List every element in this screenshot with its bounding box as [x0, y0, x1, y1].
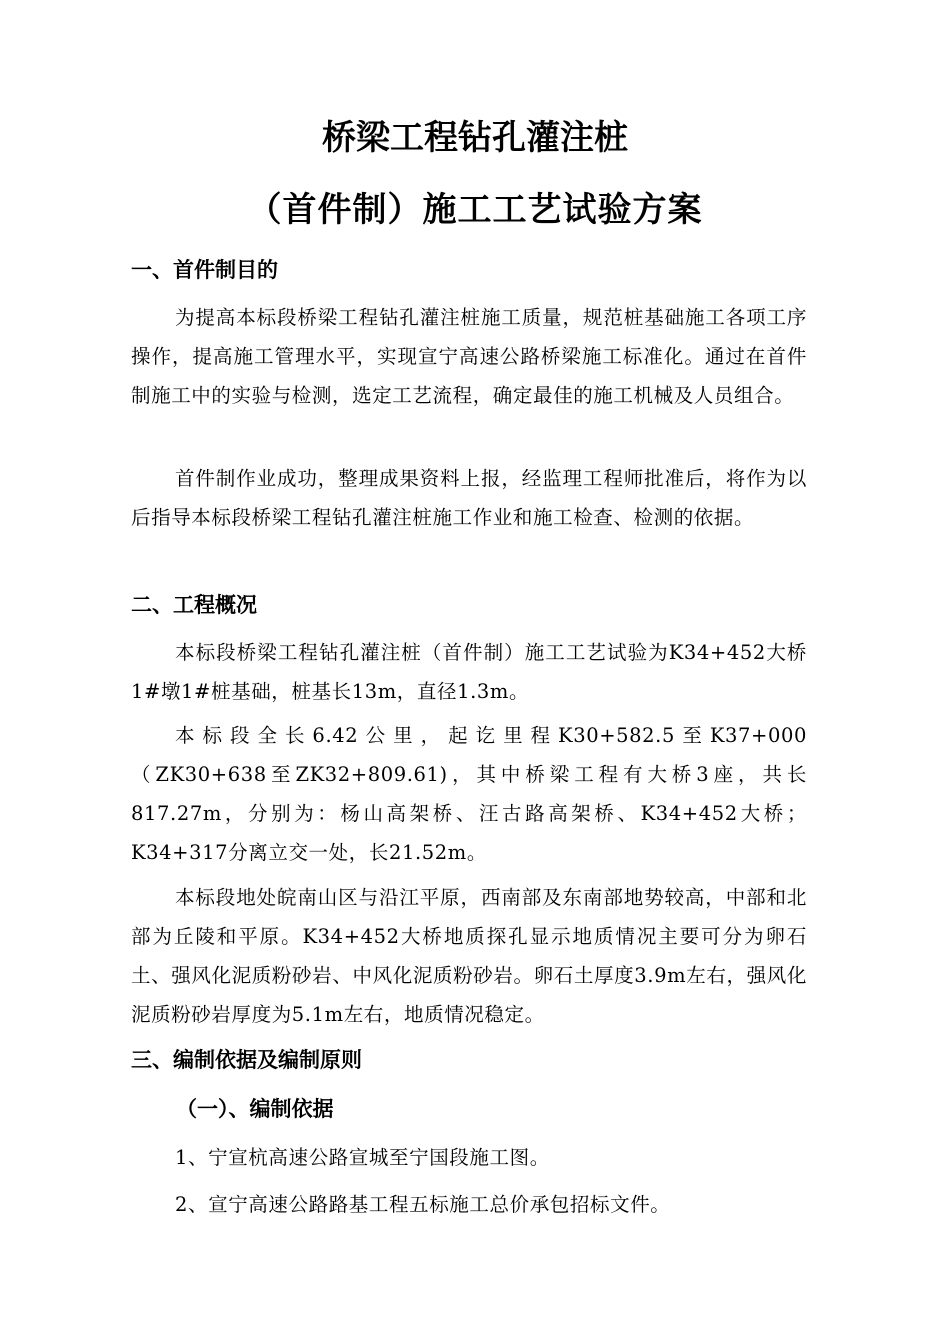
paragraph-purpose-1: 为提高本标段桥梁工程钻孔灌注桩施工质量，规范桩基础施工各项工序操作，提高施工管理水平，实现宣宁高速公路桥梁施工标准化。通过在首件制施工中的实验与检测，选定工艺流程，确定最佳的施工机械及人员组合。 — [131, 306, 807, 407]
list-item-basis-1: 1、宁宣杭高速公路宣城至宁国段施工图。 — [175, 1146, 550, 1169]
section-heading-basis: 三、编制依据及编制原则 — [131, 1048, 362, 1072]
list-item-basis-2: 2、宣宁高速公路路基工程五标施工总价承包招标文件。 — [175, 1193, 671, 1216]
subsection-heading-basis: （一）、编制依据 — [176, 1097, 334, 1121]
section-heading-overview: 二、工程概况 — [131, 593, 257, 617]
section-heading-purpose: 一、首件制目的 — [131, 258, 278, 282]
document-title-line2: （首件制）施工工艺试验方案 — [247, 190, 703, 230]
document-title-line1: 桥梁工程钻孔灌注桩 — [322, 118, 628, 158]
paragraph-overview-3: 本标段地处皖南山区与沿江平原，西南部及东南部地势较高，中部和北部为丘陵和平原。K34+452大桥地质探孔显示地质情况主要可分为卵石土、强风化泥质粉砂岩、中风化泥质粉砂岩。卵石土厚度3.9m左右，强风化泥质粉砂岩厚度为5.1m左右，地质情况稳定。 — [131, 886, 807, 1026]
paragraph-purpose-2: 首件制作业成功，整理成果资料上报，经监理工程师批准后，将作为以后指导本标段桥梁工程钻孔灌注桩施工作业和施工检查、检测的依据。 — [131, 467, 807, 529]
paragraph-overview-1: 本标段桥梁工程钻孔灌注桩（首件制）施工工艺试验为K34+452大桥1#墩1#桩基础，桩基长13m，直径1.3m。 — [131, 641, 807, 703]
paragraph-overview-2: 本标段全长6.42公里，起讫里程K30+582.5至K37+000（ZK30+638至ZK32+809.61)，其中桥梁工程有大桥3座，共长817.27m，分别为：杨山高架桥、汪古路高架桥、K34+452大桥；K34+317分离立交一处，长21.52m。 — [131, 724, 807, 864]
